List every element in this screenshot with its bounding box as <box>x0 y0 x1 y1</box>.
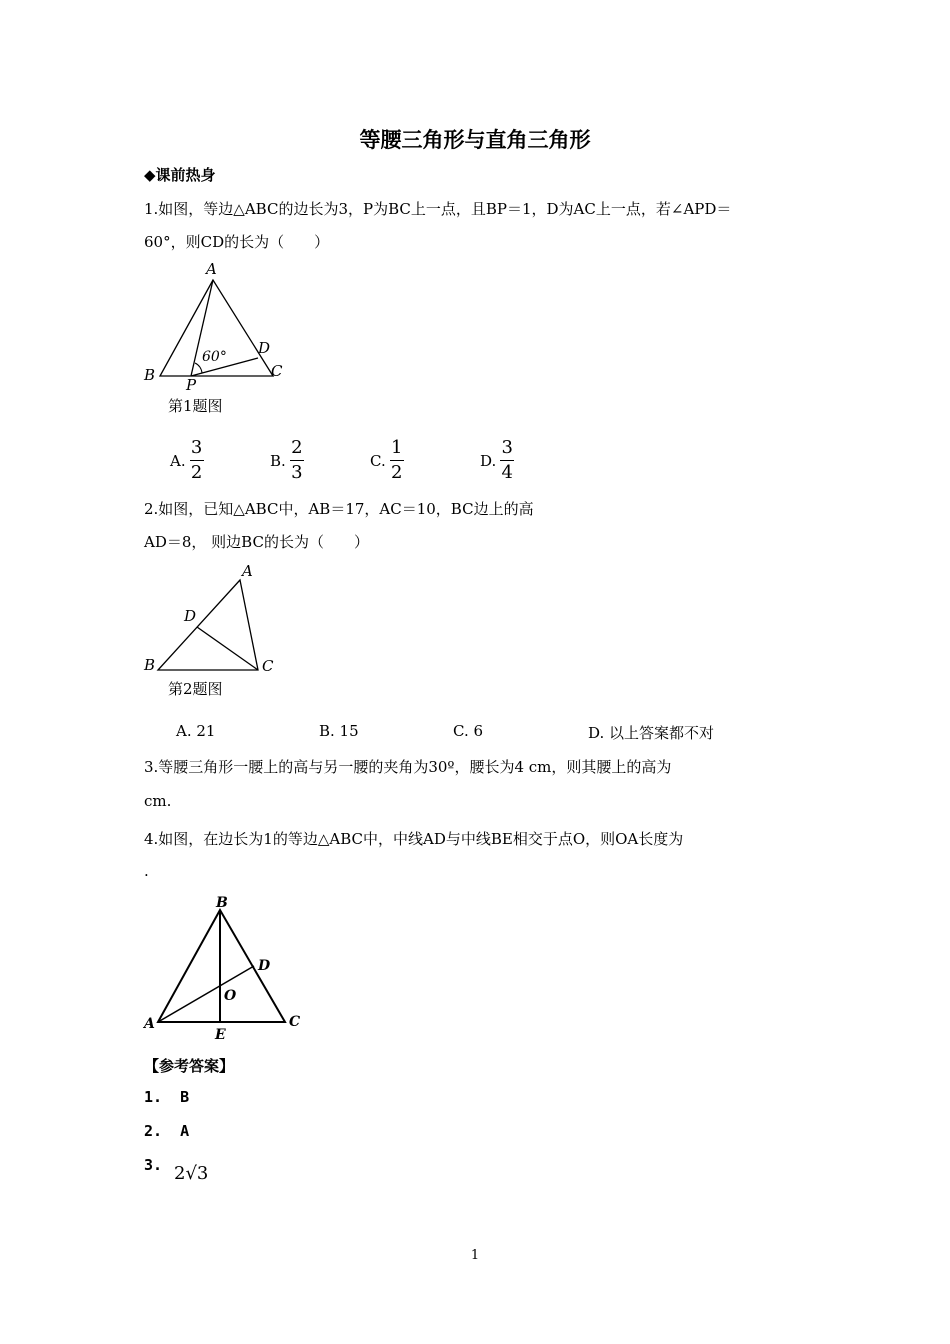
answer-3-number: 3. <box>144 1156 163 1174</box>
q4-text-line2: . <box>144 862 149 880</box>
q2-line-cd <box>197 627 258 670</box>
q4-label-c: C <box>289 1014 301 1030</box>
q2-label-b: B <box>144 656 156 674</box>
q1-figure <box>140 258 300 393</box>
q2-text-line1: 2.如图，已知△ABC中，AB＝17，AC＝10，BC边上的高 <box>144 500 534 518</box>
q1-label-b: B <box>144 366 156 384</box>
q3-text-line2: cm. <box>144 792 172 810</box>
q1-option-d-fraction: $\frac{3}{4}$ <box>501 437 513 483</box>
q2-text-line2: AD＝8， 则边BC的长为（ ） <box>144 533 369 551</box>
q1-text-line2: 60°，则CD的长为（ ） <box>144 233 330 251</box>
q1-caption: 第1题图 <box>168 397 223 415</box>
q1-option-a: A. $\frac{3}{2}$ <box>170 437 203 483</box>
answer-3-value: 2√3 <box>174 1163 209 1184</box>
q2-label-d: D <box>184 607 197 625</box>
q2-option-b: B. 15 <box>319 722 359 740</box>
q1-angle-arc <box>195 363 202 373</box>
q2-triangle-abc <box>158 580 258 670</box>
q1-option-a-fraction: $\frac{3}{2}$ <box>190 437 203 483</box>
answers-heading: 【参考答案】 <box>144 1057 235 1075</box>
page-number: 1 <box>470 1248 480 1263</box>
q2-figure <box>140 560 290 675</box>
q1-text-line1: 1.如图，等边△ABC的边长为3，P为BC上一点，且BP＝1，D为AC上一点，若∠APD＝ <box>144 200 732 218</box>
q1-label-d: D <box>258 339 271 357</box>
q2-label-c: C <box>262 657 274 675</box>
q1-label-p: P <box>186 376 197 393</box>
q1-label-a: A <box>206 260 217 278</box>
q1-label-c: C <box>271 362 283 380</box>
q1-option-b-fraction: $\frac{2}{3}$ <box>291 437 303 483</box>
q3-text-line1: 3.等腰三角形一腰上的高与另一腰的夹角为30º，腰长为4 cm，则其腰上的高为 <box>144 758 672 776</box>
q4-figure <box>140 890 310 1040</box>
q4-label-d: D <box>258 958 271 974</box>
q4-label-a: A <box>144 1016 155 1032</box>
q2-label-a: A <box>242 562 253 580</box>
q1-option-b: B. $\frac{2}{3}$ <box>270 437 303 483</box>
answer-2: 2. A <box>144 1122 190 1140</box>
q2-option-a: A. 21 <box>176 722 216 740</box>
q1-angle-label: 60° <box>202 349 227 365</box>
q4-text-line1: 4.如图，在边长为1的等边△ABC中，中线AD与中线BE相交于点O，则OA长度为 <box>144 830 684 848</box>
q1-option-c: C. $\frac{1}{2}$ <box>370 437 403 483</box>
section-heading: ◆课前热身 <box>144 166 216 184</box>
page-title: 等腰三角形与直角三角形 <box>359 128 591 152</box>
q2-caption: 第2题图 <box>168 680 223 698</box>
q2-option-c: C. 6 <box>453 722 484 740</box>
q2-option-d: D. 以上答案都不对 <box>588 724 715 742</box>
q4-label-e: E <box>215 1027 226 1040</box>
q4-label-o: O <box>224 988 237 1004</box>
answer-1: 1. B <box>144 1088 190 1106</box>
q1-option-c-fraction: $\frac{1}{2}$ <box>390 437 403 483</box>
q1-option-d: D. $\frac{3}{4}$ <box>480 437 513 483</box>
q4-label-b: B <box>216 895 228 911</box>
